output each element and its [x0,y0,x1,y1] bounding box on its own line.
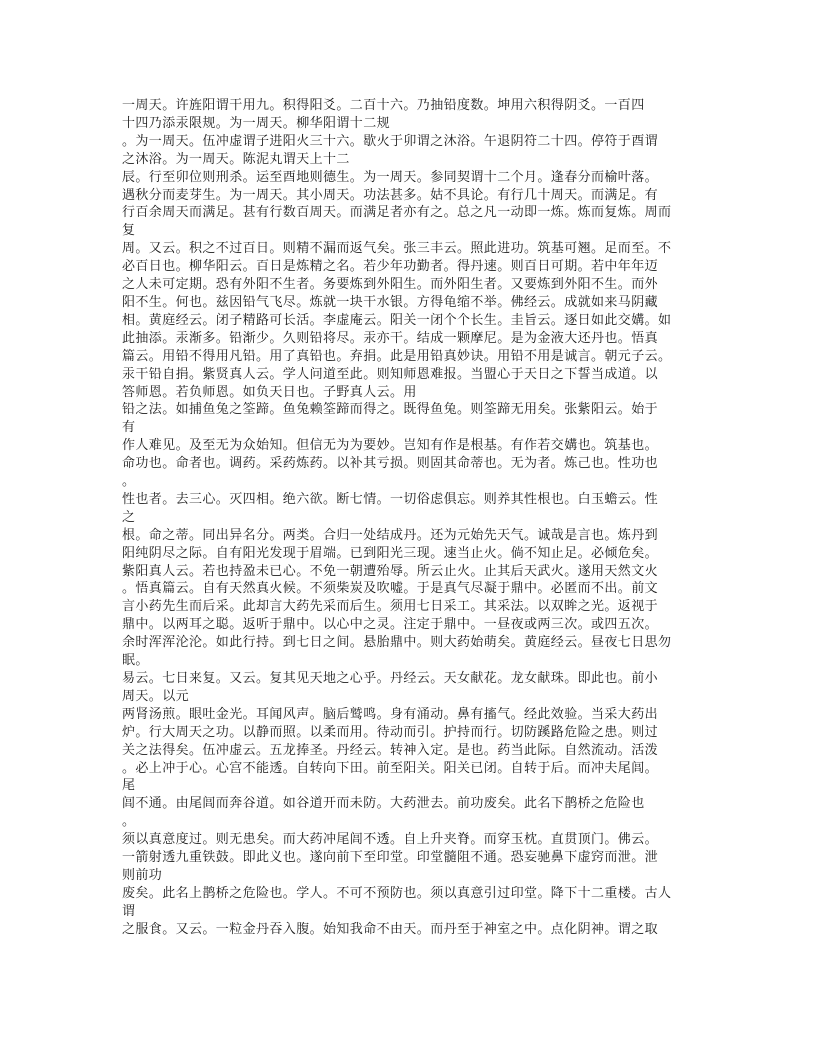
text-line: 余时浑浑沦沦。如此行持。到七日之间。悬胎鼎中。则大药始萌矣。黄庭经云。昼夜七日思勿 [122,635,672,651]
text-line: 性也者。去三心。灭四相。绝六欲。断七情。一切俗虑俱忘。则养其性根也。白玉蟾云。性 [122,491,659,507]
text-line: 作人难见。及至无为众始知。但信无为为要妙。岂知有作是根基。有作若交媾也。筑基也。 [122,438,659,454]
text-line: 两肾汤煎。眼吐金光。耳闻风声。脑后鹫鸣。身有涌动。鼻有搐气。经此效验。当采大药出 [122,706,659,722]
text-line: 。 [122,814,136,830]
text-line: 篇云。用铅不得用凡铅。用了真铅也。弃捐。此是用铅真妙诀。用铅不用是诚言。朝元子云。 [122,348,672,364]
text-line: 之服食。又云。一粒金丹吞入腹。始知我命不由天。而丹至于神室之中。点化阴神。谓之取 [122,921,659,937]
text-line: 周天。以元 [122,688,190,704]
text-line: 谓 [122,903,136,919]
text-line: 行百余周天而满足。甚有行数百周天。而满足者亦有之。总之凡一动即一炼。炼而复炼。周而 [122,205,672,221]
text-line: 有 [122,420,136,436]
text-line: 废矣。此名上鹊桥之危险也。学人。不可不预防也。须以真意引过印堂。降下十二重楼。古人 [122,885,672,901]
text-line: 尾 [122,778,136,794]
text-line: 命功也。命者也。调药。采药炼药。以补其亏损。则固其命蒂也。无为者。炼己也。性功也 [122,456,659,472]
text-line: 炉。行大周天之功。以静而照。以柔而用。待动而引。护持而行。切防蹊路危险之患。则过 [122,724,659,740]
text-line: 阳不生。何也。兹因铅气飞尽。炼就一块干水银。方得龟缩不举。佛经云。成就如来马阴藏 [122,294,659,310]
text-line: 鼎中。以两耳之聪。返听于鼎中。以心中之灵。注定于鼎中。一昼夜或两三次。或四五次。 [122,617,659,633]
text-line: 。悟真篇云。自有天然真火候。不须柴炭及吹嘘。于是真气尽凝于鼎中。必匿而不出。前文 [122,581,659,597]
text-line: 一箭射透九重铁鼓。即此义也。遂向前下至印堂。印堂髓阻不通。恐妄驰鼻下虚窍而泄。泄 [122,850,659,866]
text-line: 汞干铅自捐。紫贤真人云。学人问道至此。则知师恩难报。当盟心于天日之下誓当成道。以 [122,366,659,382]
text-line: 之 [122,509,136,525]
text-line: 。必上冲于心。心宫不能透。自转向下田。前至阳关。阳关已闭。自转于后。而冲夫尾闾。 [122,760,659,776]
text-line: 之沐浴。为一周天。陈泥丸谓天上十二 [122,151,350,167]
document-body [122,97,694,939]
text-line: 遇秋分而麦芽生。为一周天。其小周天。功法甚多。姑不具论。有行几十周天。而满足。有 [122,187,659,203]
text-line: 。为一周天。伍冲虚谓子进阳火三十六。歇火于卯谓之沐浴。午退阴符二十四。停符于酉谓 [122,133,659,149]
text-line: 复 [122,223,136,239]
text-line: 阳纯阴尽之际。自有阳光发现于眉端。已到阳光三现。速当止火。倘不知止足。必倾危矣。 [122,545,659,561]
text-line: 铅之法。如捕鱼兔之筌蹄。鱼兔赖筌蹄而得之。既得鱼兔。则筌蹄无用矣。张紫阳云。始于 [122,402,659,418]
text-line: 一周天。许旌阳谓干用九。积得阳爻。二百十六。乃抽铅度数。坤用六积得阴爻。一百四 [122,98,645,113]
text-line: 闾不通。由尾闾而奔谷道。如谷道开而未防。大药泄去。前功废矣。此名下鹊桥之危险也 [122,796,645,812]
text-line: 则前功 [122,867,163,883]
text-line: 。 [122,474,136,490]
text-line: 周。又云。积之不过百日。则精不漏而返气矣。张三丰云。照此进功。筑基可翘。足而至。不 [122,241,672,257]
text-line: 关之法得矣。伍冲虚云。五龙捧圣。丹经云。转神入定。是也。药当此际。自然流动。活泼 [122,742,659,758]
text-line: 眠。 [122,653,149,669]
text-line: 必百日也。柳华阳云。百日是炼精之名。若少年功勤者。得丹速。则百日可期。若中年年迈 [122,259,659,275]
text-line: 此抽添。汞渐多。铅渐少。久则铅将尽。汞亦干。结成一颗摩尼。是为金液大还丹也。悟真 [122,330,659,346]
text-line: 答师恩。若负师恩。如负天日也。子野真人云。用 [122,384,417,400]
text-line: 根。命之蒂。同出异名分。两类。合归一处结成丹。还为元始先天气。诚哉是言也。炼丹到 [122,527,659,543]
text-line: 言小药先生而后采。此却言大药先采而后生。须用七日采工。其采法。以双眸之光。返视于 [122,599,659,615]
text-line: 紫阳真人云。若也持盈未已心。不免一朝遭殆辱。所云止火。止其后天武火。遂用天然文火 [122,563,659,579]
text-line: 易云。七日来复。又云。复其见天地之心乎。丹经云。天女献花。龙女献珠。即此也。前小 [122,671,659,686]
text-line: 须以真意度过。则无患矣。而大药冲尾闾不透。自上升夹脊。而穿玉枕。直贯顶门。佛云。 [122,832,659,848]
text-line: 相。黄庭经云。闭子精路可长活。李虚庵云。阳关一闭个个长生。圭旨云。逐日如此交媾。如 [122,312,672,328]
text-line: 辰。行至卯位则刑杀。运至酉地则德生。为一周天。参同契谓十二个月。逢春分而榆叶落。 [122,169,659,185]
text-line: 之人未可定期。恐有外阳不生者。务要炼到外阳生。而外阳生者。又要炼到外阳不生。而外 [122,277,659,293]
text-line: 十四乃添汞限规。为一周天。柳华阳谓十二规 [122,115,391,131]
